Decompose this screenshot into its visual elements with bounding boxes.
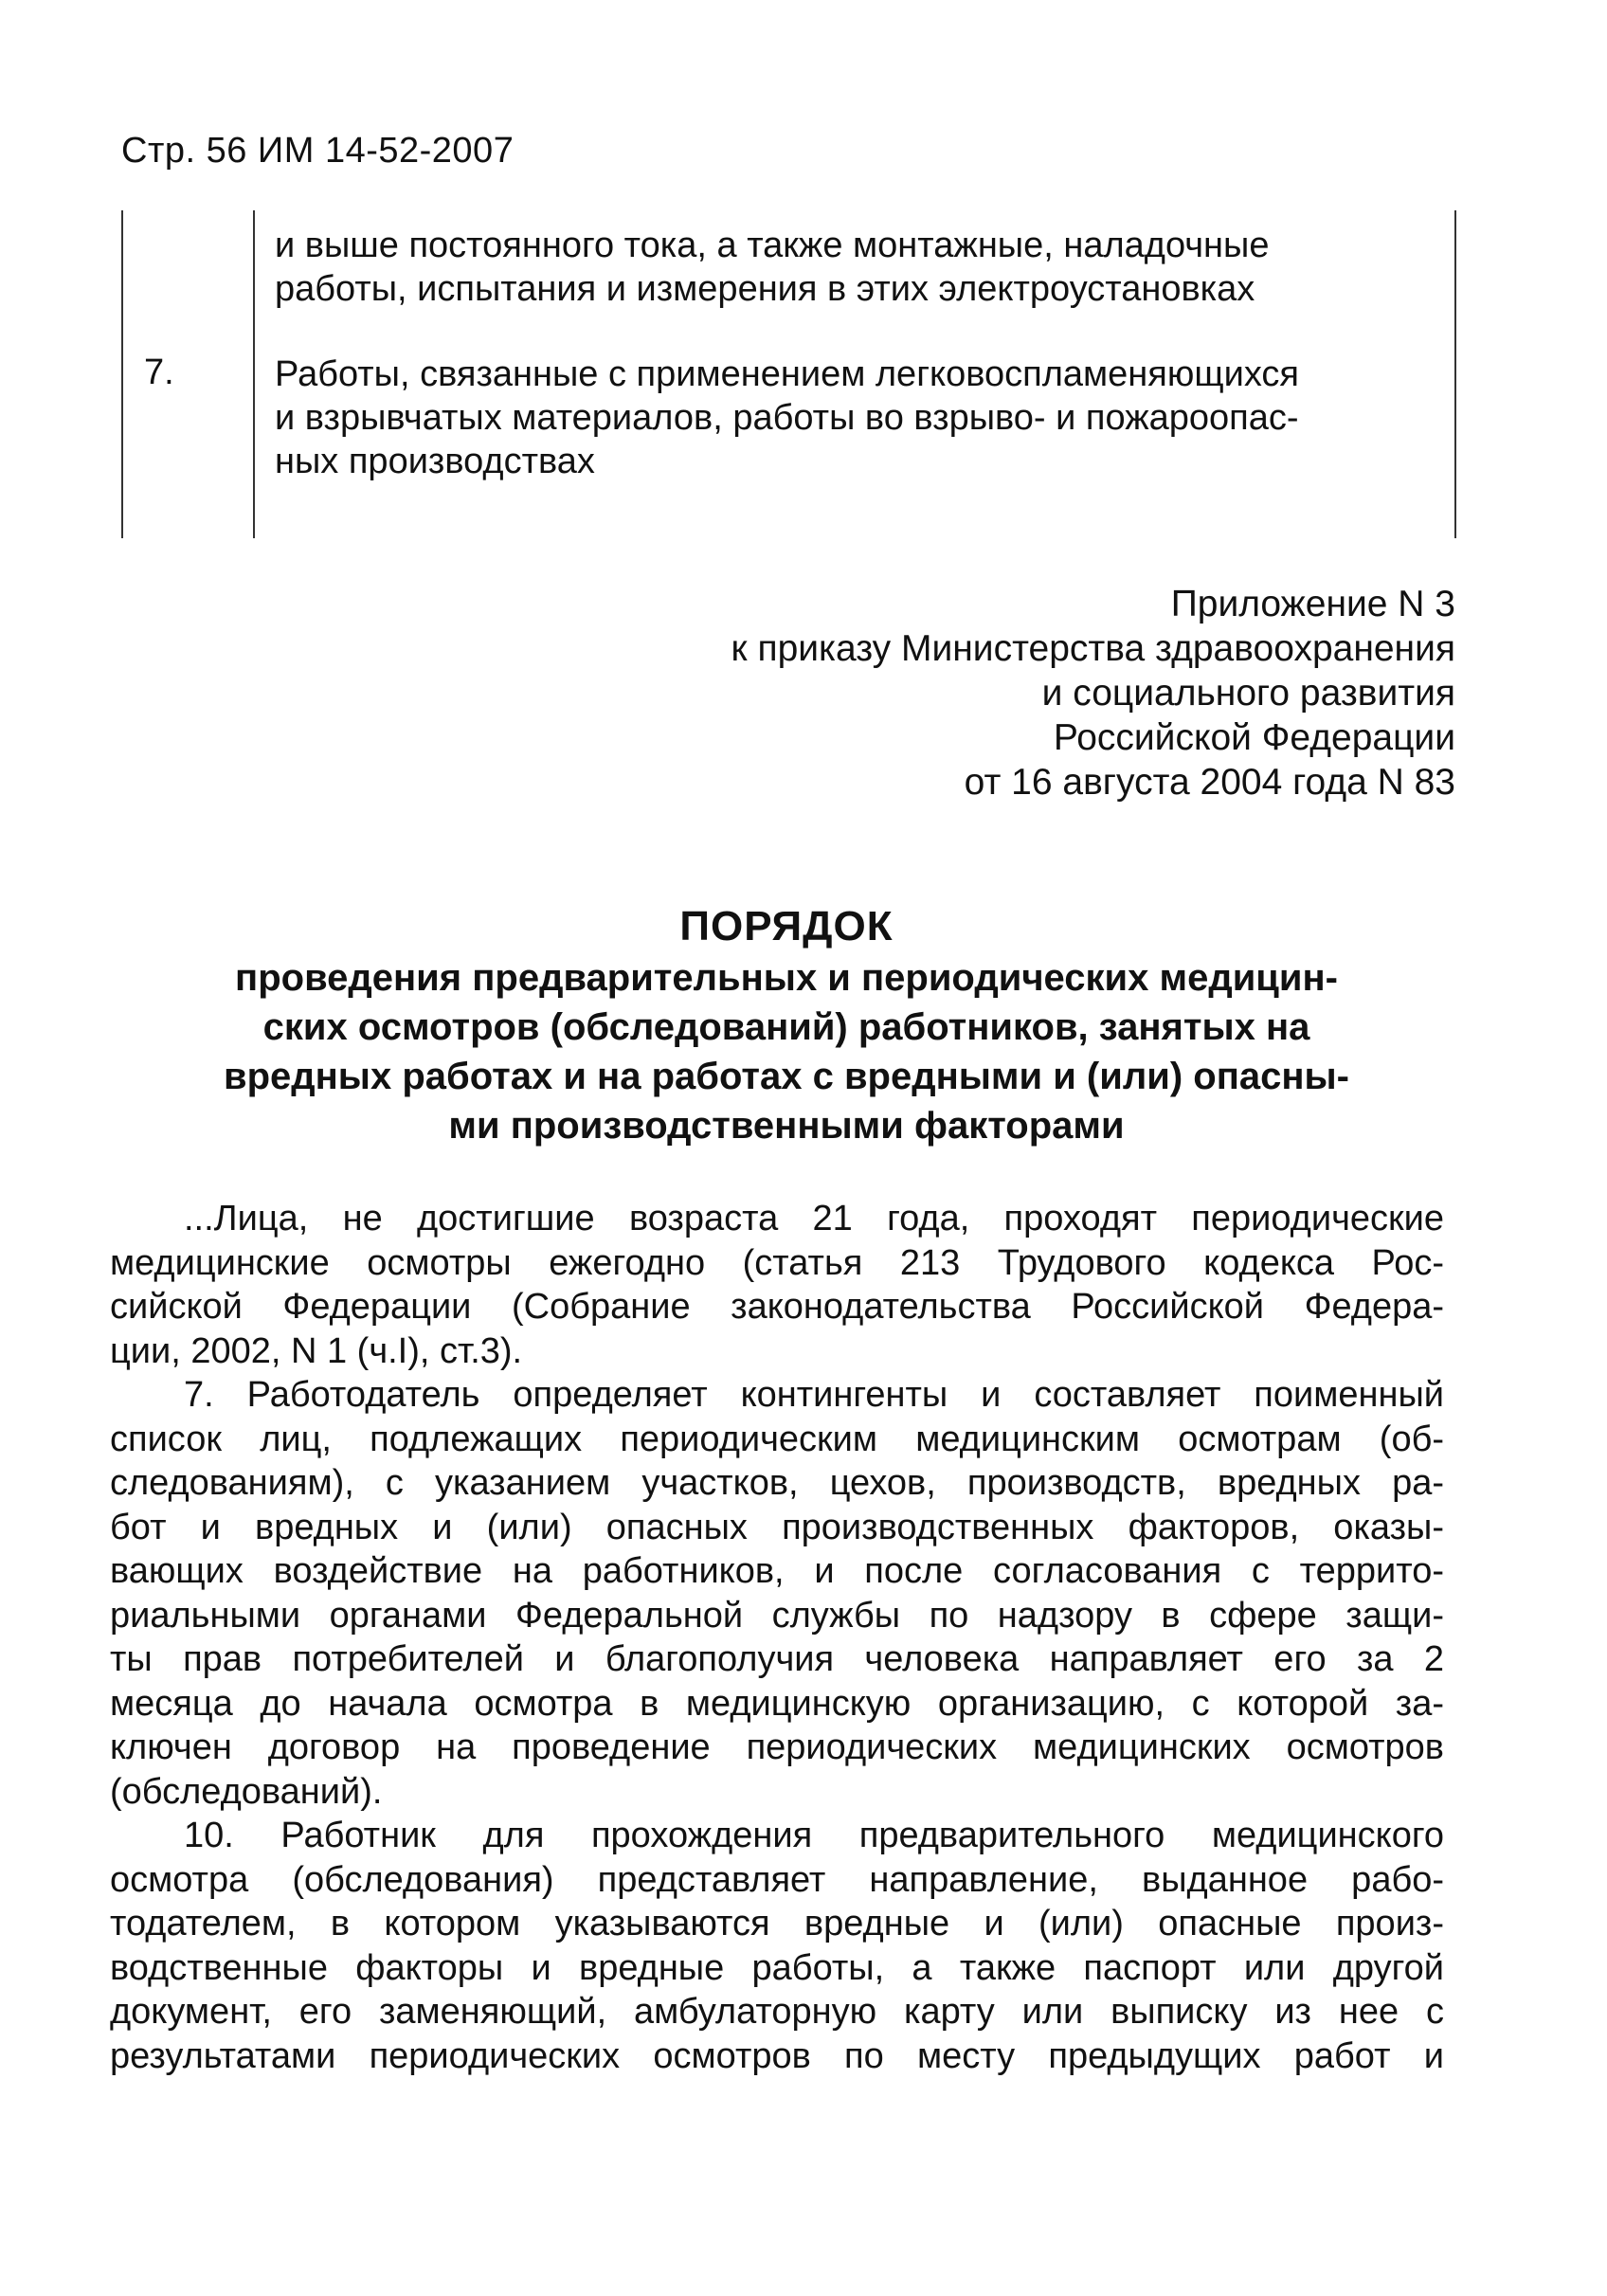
appendix-note <box>731 582 1455 805</box>
paragraph-line: ключен договор на проведение периодических медицинских осмотров <box>110 1727 1444 1767</box>
paragraph-line: осмотра (обследования) представляет направление, выданное рабо- <box>110 1859 1444 1900</box>
paragraph-line: медицинские осмотры ежегодно (статья 213 Трудового кодекса Рос- <box>110 1242 1444 1283</box>
table-continuation <box>121 210 1456 538</box>
paragraph <box>110 1373 1444 1814</box>
paragraph-line: 7. Работодатель определяет контингенты и составляет поименный <box>184 1375 1444 1415</box>
appendix-line: Приложение N 3 <box>1170 584 1455 624</box>
title-line: ми производственными факторами <box>448 1105 1125 1147</box>
paragraph-line: сийской Федерации (Собрание законодательства Российской Федера- <box>110 1287 1444 1327</box>
appendix-line: к приказу Министерства здравоохранения <box>731 628 1455 669</box>
table-row-line: и взрывчатых материалов, работы во взрыво- и пожароопас- <box>275 398 1299 438</box>
table-row-number: 7. <box>144 353 174 392</box>
table-column-divider <box>253 210 255 538</box>
table-row-line: и выше постоянного тока, а также монтажные, наладочные <box>275 226 1270 265</box>
appendix-line: и социального развития <box>1041 673 1455 714</box>
title-line: ских осмотров (обследований) работников, занятых на <box>262 1006 1310 1048</box>
paragraph-line: следованиям), с указанием участков, цехов, производств, вредных ра- <box>110 1463 1444 1503</box>
table-row-text <box>275 353 1440 483</box>
paragraph-line: тодателем, в котором указываются вредные и (или) опасные произ- <box>110 1904 1444 1943</box>
paragraph-line: вающих воздействие на работников, и после согласования с террито- <box>110 1551 1444 1591</box>
table-row-line: ных производствах <box>275 442 595 481</box>
table-row-line: работы, испытания и измерения в этих электроустановках <box>275 269 1255 309</box>
title-line: вредных работах и на работах с вредными и (или) опасны- <box>223 1056 1349 1097</box>
paragraph-line: риальными органами Федеральной службы по надзору в сфере защи- <box>110 1595 1444 1636</box>
paragraph-line: месяца до начала осмотра в медицинскую организацию, с которой за- <box>110 1683 1444 1724</box>
paragraph-line: ции, 2002, N 1 (ч.I), ст.3). <box>110 1330 523 1371</box>
paragraph-line: ты прав потребителей и благополучия человека направляет его за 2 <box>110 1639 1444 1679</box>
paragraph-line: водственные факторы и вредные работы, а также паспорт или другой <box>110 1947 1444 1988</box>
table-row-line: Работы, связанные с применением легковоспламеняющихся <box>275 354 1299 394</box>
paragraph-line: ...Лица, не достигшие возраста 21 года, проходят периодические <box>184 1199 1444 1238</box>
paragraph-line: результатами периодических осмотров по месту предыдущих работ и <box>110 2035 1444 2076</box>
title-subtitle <box>114 953 1459 1150</box>
paragraph-line: (обследований). <box>110 1771 383 1812</box>
body-text <box>110 1197 1444 2078</box>
title-main: ПОРЯДОК <box>679 903 894 949</box>
paragraph <box>110 1814 1444 2078</box>
paragraph-line: список лиц, подлежащих периодическим медицинским осмотрам (об- <box>110 1419 1444 1459</box>
title-line: проведения предварительных и периодических медицин- <box>235 957 1338 999</box>
document-title <box>114 900 1459 1150</box>
paragraph-line: бот и вредных и (или) опасных производственных факторов, оказы- <box>110 1507 1444 1547</box>
table-row-text <box>275 224 1440 311</box>
paragraph-line: 10. Работник для прохождения предварительного медицинского <box>184 1816 1444 1855</box>
page-header: Стр. 56 ИМ 14-52-2007 <box>121 131 515 171</box>
paragraph <box>110 1197 1444 1373</box>
appendix-line: Российской Федерации <box>1053 717 1455 758</box>
appendix-line: от 16 августа 2004 года N 83 <box>964 762 1455 803</box>
paragraph-line: документ, его заменяющий, амбулаторную карту или выписку из нее с <box>110 1992 1444 2032</box>
